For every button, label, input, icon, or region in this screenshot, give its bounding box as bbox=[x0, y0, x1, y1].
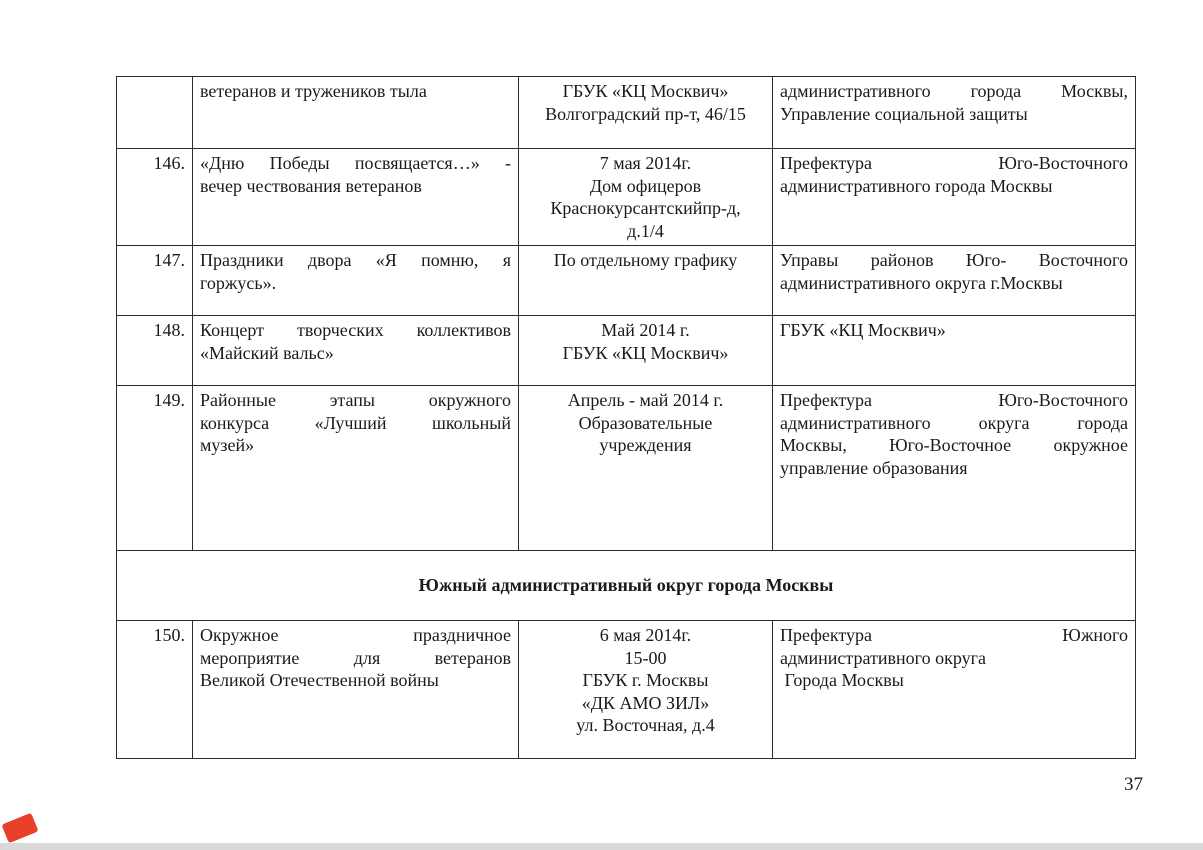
date-place-cell-line: «ДК АМО ЗИЛ» bbox=[581, 692, 710, 713]
event-cell bbox=[193, 621, 519, 759]
date-place-cell-line: Образовательные bbox=[578, 412, 713, 433]
organizer-cell-line: Города Москвы bbox=[780, 670, 904, 690]
event-cell bbox=[193, 386, 519, 551]
date-place-cell-line: ГБУК «КЦ Москвич» bbox=[562, 342, 729, 363]
page-number: 37 bbox=[1124, 774, 1143, 795]
section-row bbox=[117, 551, 1136, 621]
organizer-cell bbox=[773, 149, 1136, 246]
table-row bbox=[117, 621, 1136, 759]
date-place-cell-line: Апрель - май 2014 г. bbox=[567, 390, 724, 410]
organizer-cell-line: административного округа bbox=[780, 647, 986, 668]
row-number: 148. bbox=[117, 316, 193, 386]
organizer-cell bbox=[773, 316, 1136, 386]
date-place-cell-line: 6 мая 2014г. bbox=[599, 625, 692, 645]
date-place-cell-line: Дом офицеров bbox=[589, 175, 702, 196]
event-cell bbox=[193, 149, 519, 246]
event-cell-line: Великой Отечественной войны bbox=[200, 670, 439, 690]
section-title: Южный административный округ города Москвы bbox=[117, 551, 1136, 621]
row-number: 147. bbox=[117, 246, 193, 316]
table-row bbox=[117, 77, 1136, 149]
date-place-cell-line: д.1/4 bbox=[627, 220, 664, 241]
event-cell-line: мероприятие для ветеранов bbox=[200, 647, 511, 668]
date-place-cell-line: ГБУК «КЦ Москвич» bbox=[562, 81, 729, 101]
table-row bbox=[117, 386, 1136, 551]
date-place-cell bbox=[519, 621, 773, 759]
organizer-cell-line: Префектура Юго-Восточного bbox=[780, 390, 1128, 410]
organizer-cell bbox=[773, 386, 1136, 551]
date-place-cell bbox=[519, 149, 773, 246]
organizer-cell-line: Префектура Южного bbox=[780, 625, 1128, 645]
date-place-cell bbox=[519, 246, 773, 316]
watermark-stamp-icon bbox=[1, 813, 38, 844]
organizer-cell-line: Управы районов Юго- Восточного bbox=[780, 250, 1128, 270]
event-cell-line: Районные этапы окружного bbox=[200, 390, 511, 410]
event-cell-line: музей» bbox=[200, 435, 255, 455]
date-place-cell bbox=[519, 386, 773, 551]
date-place-cell-line: учреждения bbox=[599, 435, 692, 455]
organizer-cell-line: административного города Москвы, bbox=[780, 81, 1128, 101]
date-place-cell-line: ул. Восточная, д.4 bbox=[576, 715, 715, 735]
date-place-cell-line: Краснокурсантскийпр-д, bbox=[550, 198, 741, 218]
event-cell-line: Концерт творческих коллективов bbox=[200, 320, 511, 340]
event-cell-line: Окружное праздничное bbox=[200, 625, 511, 645]
date-place-cell-line: По отдельному графику bbox=[553, 250, 738, 270]
events-table bbox=[116, 76, 1136, 759]
date-place-cell bbox=[519, 77, 773, 149]
date-place-cell bbox=[519, 316, 773, 386]
organizer-cell-line: административного округа г.Москвы bbox=[780, 272, 1063, 293]
row-number: 149. bbox=[117, 386, 193, 551]
organizer-cell-line: административного города Москвы bbox=[780, 175, 1053, 196]
event-cell-line: «Майский вальс» bbox=[200, 342, 334, 363]
date-place-cell-line: 7 мая 2014г. bbox=[599, 153, 692, 173]
scan-edge bbox=[0, 843, 1203, 850]
organizer-cell-line: управление образования bbox=[780, 457, 968, 478]
date-place-cell-line: ГБУК г. Москвы bbox=[582, 670, 709, 690]
organizer-cell-line: Управление социальной защиты bbox=[780, 103, 1028, 124]
event-cell-line: горжусь». bbox=[200, 272, 277, 293]
table-row bbox=[117, 149, 1136, 246]
row-number: 146. bbox=[117, 149, 193, 246]
date-place-cell-line: Май 2014 г. bbox=[601, 320, 690, 340]
organizer-cell bbox=[773, 77, 1136, 149]
event-cell bbox=[193, 246, 519, 316]
event-cell-line: «Дню Победы посвящается…» - bbox=[200, 153, 511, 173]
organizer-cell-line: ГБУК «КЦ Москвич» bbox=[780, 320, 946, 340]
organizer-cell-line: Префектура Юго-Восточного bbox=[780, 153, 1128, 173]
organizer-cell-line: административного округа города bbox=[780, 412, 1128, 433]
event-cell-line: конкурса «Лучший школьный bbox=[200, 412, 511, 433]
event-cell-line: Праздники двора «Я помню, я bbox=[200, 250, 511, 270]
organizer-cell-line: Москвы, Юго-Восточное окружное bbox=[780, 435, 1128, 455]
table-row bbox=[117, 316, 1136, 386]
event-cell bbox=[193, 77, 519, 149]
row-number bbox=[117, 77, 193, 149]
event-cell bbox=[193, 316, 519, 386]
organizer-cell bbox=[773, 621, 1136, 759]
row-number: 150. bbox=[117, 621, 193, 759]
event-cell-line: ветеранов и тружеников тыла bbox=[200, 81, 427, 101]
event-cell-line: вечер чествования ветеранов bbox=[200, 175, 422, 196]
date-place-cell-line: 15-00 bbox=[624, 647, 667, 668]
table-row bbox=[117, 246, 1136, 316]
organizer-cell bbox=[773, 246, 1136, 316]
date-place-cell-line: Волгоградский пр-т, 46/15 bbox=[545, 103, 746, 124]
